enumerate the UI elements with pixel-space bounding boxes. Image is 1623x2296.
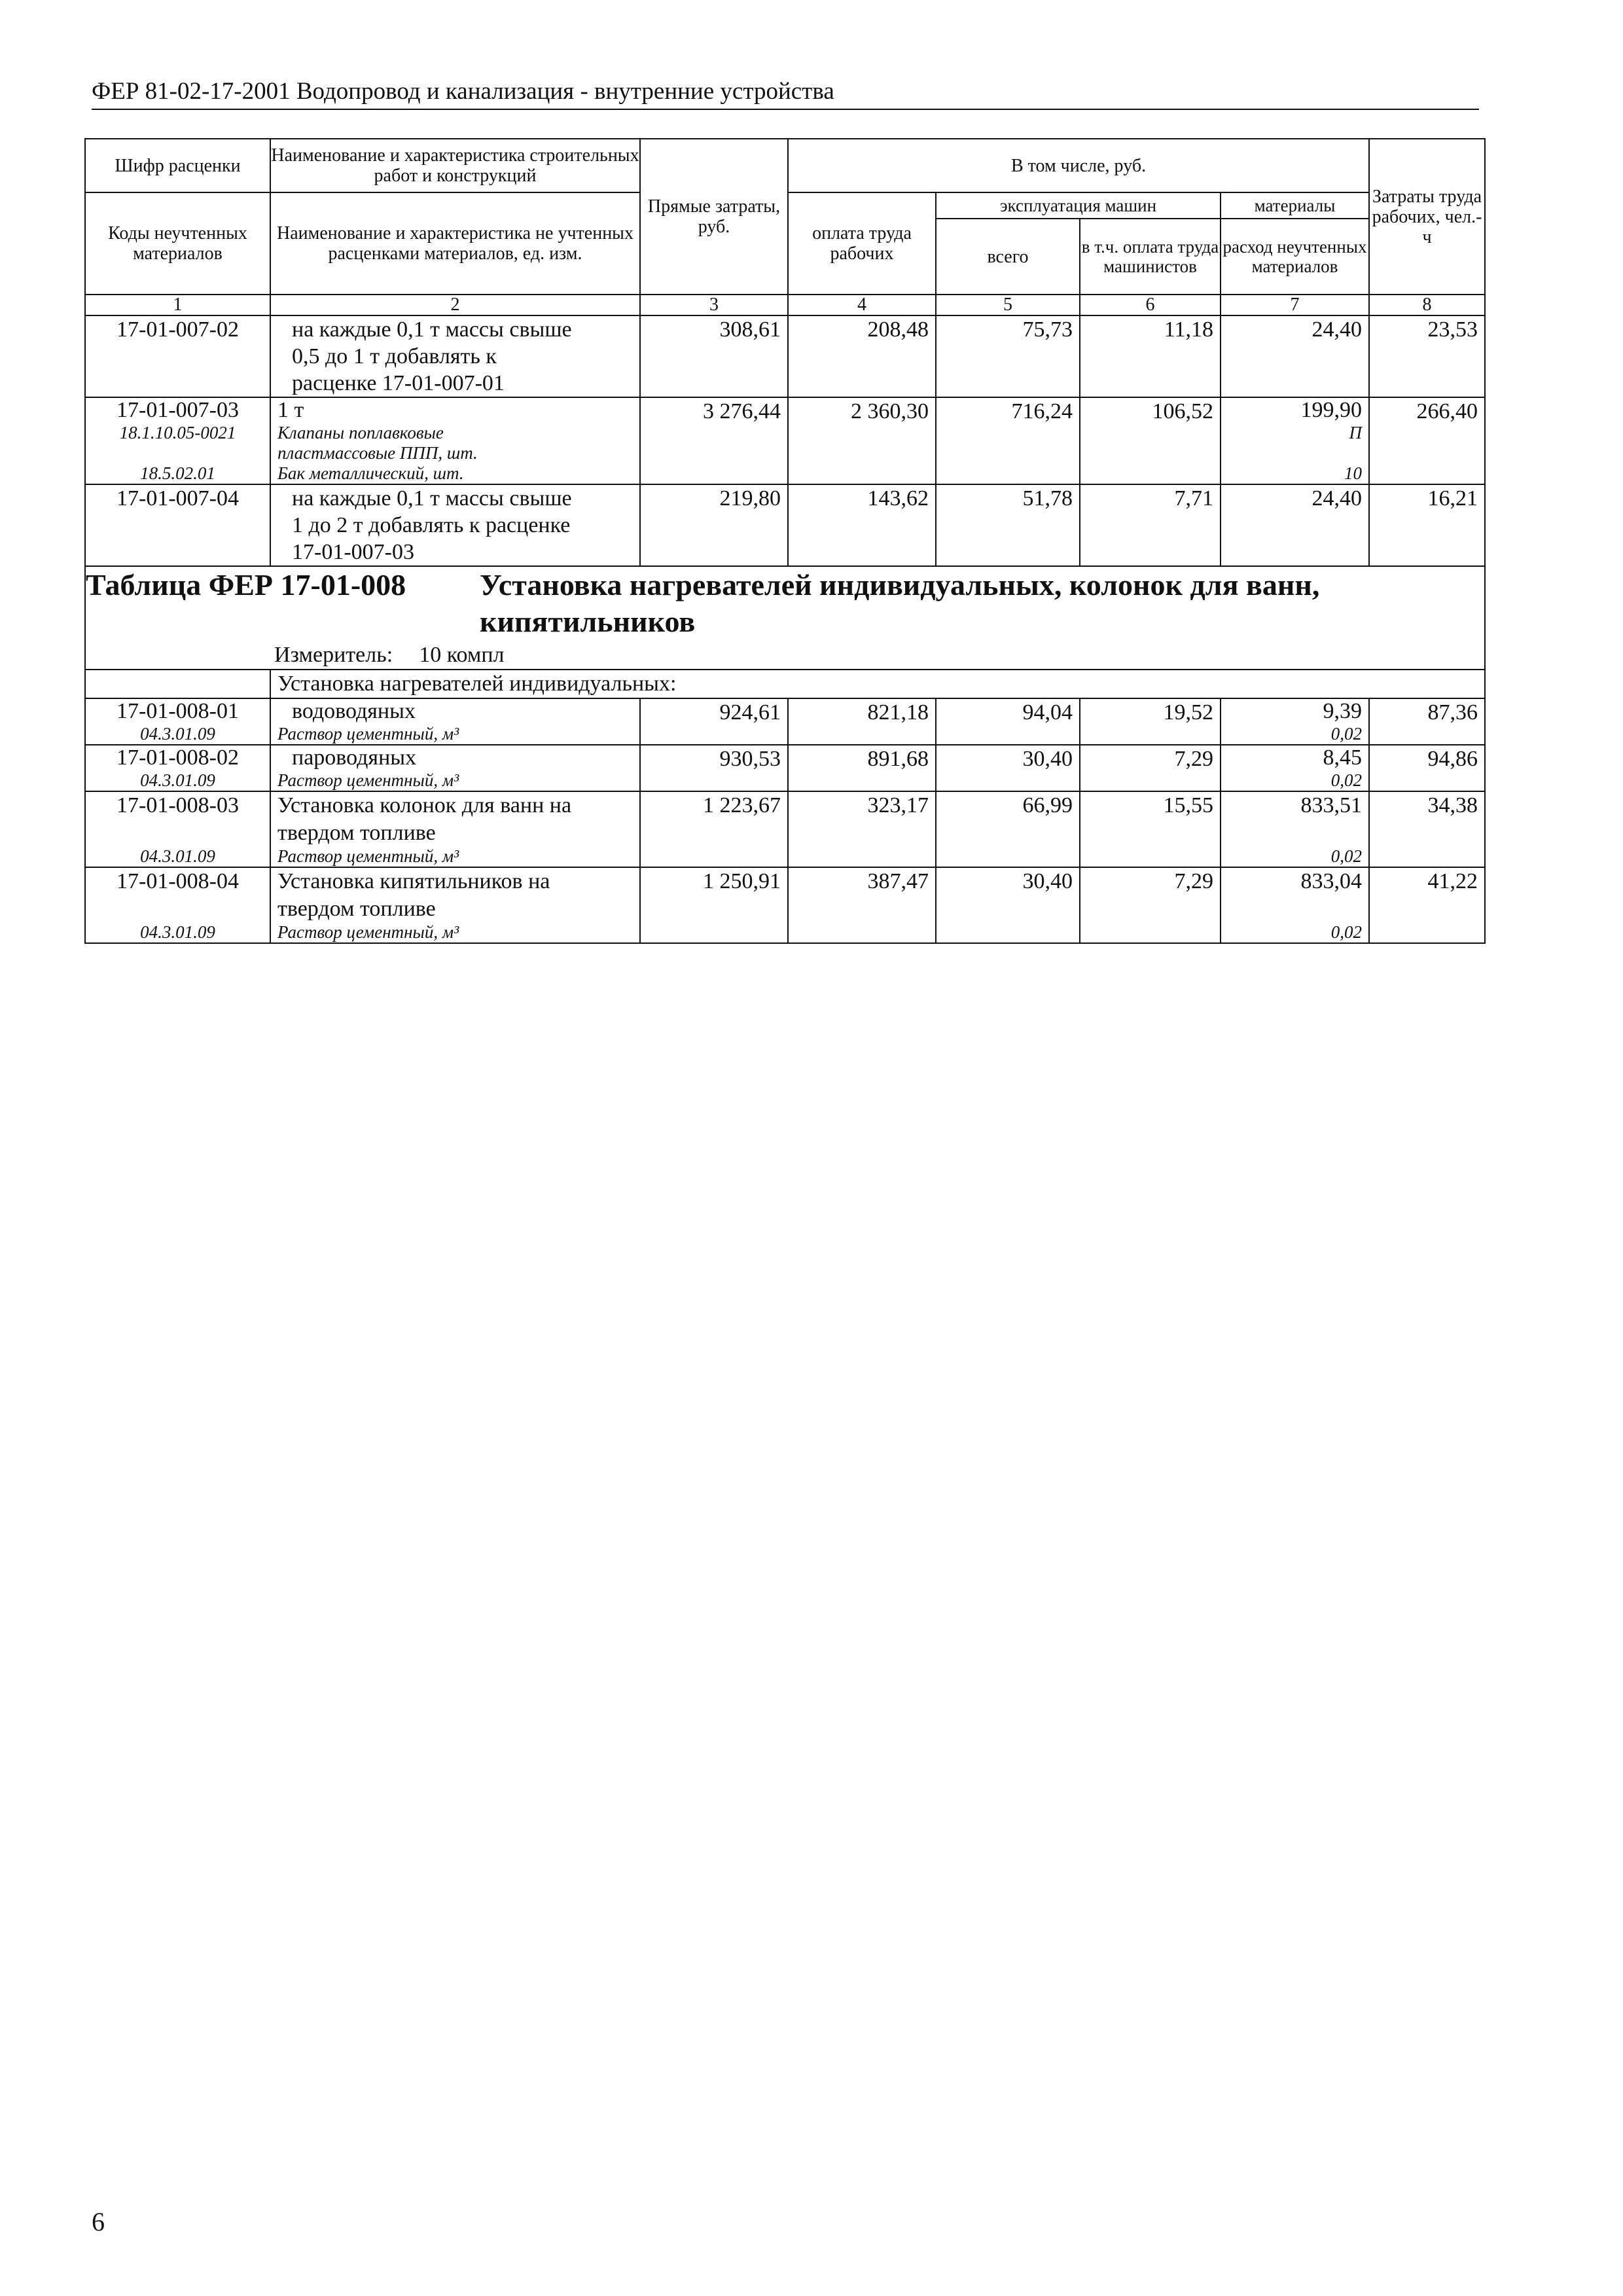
table-row xyxy=(85,698,1485,745)
material-code: 18.5.02.01 xyxy=(140,463,215,483)
material-quantity: 10 xyxy=(1344,463,1363,483)
rate-description xyxy=(270,484,640,566)
machines-total: 66,99 xyxy=(936,791,1080,867)
rate-code: 17-01-007-02 xyxy=(85,315,270,397)
material-quantity: 0,02 xyxy=(1330,724,1363,744)
labor-pay: 387,47 xyxy=(788,867,936,943)
description-line: Установка колонок для ванн на xyxy=(277,793,572,817)
rate-code: 17-01-007-04 xyxy=(85,484,270,566)
description-line: 17-01-007-03 xyxy=(292,540,414,564)
meter xyxy=(86,641,1484,669)
table-row xyxy=(85,867,1485,943)
materials-cost: 833,04 xyxy=(1300,869,1363,893)
materials-cost: 199,90 xyxy=(1300,398,1363,422)
material-code: 04.3.01.09 xyxy=(140,770,215,790)
header-machinists-pay-label: в т.ч. оплата труда машинистов xyxy=(1080,219,1221,295)
rate-code: 17-01-008-01 xyxy=(116,699,239,723)
rate-code-cell xyxy=(85,698,270,745)
column-number: 5 xyxy=(936,295,1080,315)
description-line: 0,5 до 1 т добавлять к xyxy=(292,344,497,368)
rate-code: 17-01-007-03 xyxy=(116,398,239,422)
material-code: 04.3.01.09 xyxy=(140,846,215,866)
material-name: Бак металлический, шт. xyxy=(277,463,464,483)
header-code-label: Шифр расценки xyxy=(85,139,270,192)
machines-total: 30,40 xyxy=(936,867,1080,943)
materials-cost: 24,40 xyxy=(1221,484,1369,566)
direct-costs: 930,53 xyxy=(640,745,788,791)
labor-pay: 2 360,30 xyxy=(788,397,936,484)
description-line: 1 до 2 т добавлять к расценке xyxy=(292,513,571,537)
materials-cell xyxy=(1221,791,1369,867)
description-line: твердом топливе xyxy=(277,821,436,845)
machinists-pay: 7,29 xyxy=(1080,745,1221,791)
material-code: 18.1.10.05-0021 xyxy=(119,423,236,442)
materials-cell xyxy=(1221,867,1369,943)
material-name: Раствор цементный, м³ xyxy=(277,922,459,942)
rate-code: 17-01-008-04 xyxy=(116,869,239,893)
table-row xyxy=(85,397,1485,484)
table-row xyxy=(85,484,1485,566)
rate-description xyxy=(270,315,640,397)
material-name: Раствор цементный, м³ xyxy=(277,724,459,744)
meter-label: Измеритель: xyxy=(274,643,393,667)
header-rule xyxy=(92,109,1479,110)
materials-cost: 8,45 xyxy=(1323,745,1363,770)
description-line: Установка кипятильников на xyxy=(277,869,550,893)
description-line: 1 т xyxy=(277,398,304,422)
machines-total: 30,40 xyxy=(936,745,1080,791)
machinists-pay: 15,55 xyxy=(1080,791,1221,867)
materials-cell xyxy=(1221,698,1369,745)
material-quantity: П xyxy=(1349,423,1363,442)
header-labor-pay-label: оплата труда рабочих xyxy=(788,192,936,295)
rates-table xyxy=(84,138,1486,944)
material-code: 04.3.01.09 xyxy=(140,724,215,744)
material-name: Клапаны поплавковые xyxy=(277,423,444,442)
material-code: 04.3.01.09 xyxy=(140,922,215,942)
machines-total: 94,04 xyxy=(936,698,1080,745)
rate-description xyxy=(270,867,640,943)
rate-code-cell xyxy=(85,867,270,943)
description-line: пароводяных xyxy=(292,745,417,770)
material-name: Раствор цементный, м³ xyxy=(277,846,459,866)
direct-costs: 1 250,91 xyxy=(640,867,788,943)
labor-hours: 23,53 xyxy=(1369,315,1485,397)
labor-pay: 821,18 xyxy=(788,698,936,745)
rate-code: 17-01-008-03 xyxy=(116,793,239,817)
machinists-pay: 19,52 xyxy=(1080,698,1221,745)
header-labor-hours-label: Затраты труда рабочих, чел.-ч xyxy=(1369,139,1485,295)
labor-hours: 41,22 xyxy=(1369,867,1485,943)
materials-cost: 9,39 xyxy=(1323,699,1363,723)
labor-hours: 34,38 xyxy=(1369,791,1485,867)
rate-description xyxy=(270,791,640,867)
section-row xyxy=(85,670,1485,698)
machines-total: 716,24 xyxy=(936,397,1080,484)
labor-hours: 16,21 xyxy=(1369,484,1485,566)
labor-pay: 323,17 xyxy=(788,791,936,867)
column-number: 1 xyxy=(85,295,270,315)
section-heading: Установка нагревателей индивидуальных: xyxy=(270,670,1485,698)
machines-total: 51,78 xyxy=(936,484,1080,566)
material-name: пластмассовые ППП, шт. xyxy=(277,443,478,463)
direct-costs: 3 276,44 xyxy=(640,397,788,484)
materials-cell xyxy=(1221,745,1369,791)
column-number: 4 xyxy=(788,295,936,315)
rate-code-cell xyxy=(85,397,270,484)
description-line: на каждые 0,1 т массы свыше xyxy=(292,486,572,511)
table-title-cell xyxy=(85,566,1485,670)
material-quantity: 0,02 xyxy=(1330,846,1363,866)
direct-costs: 308,61 xyxy=(640,315,788,397)
header-materials-label: материалы xyxy=(1221,192,1369,219)
materials-cost: 24,40 xyxy=(1221,315,1369,397)
rate-code-cell xyxy=(85,791,270,867)
machinists-pay: 106,52 xyxy=(1080,397,1221,484)
column-number: 8 xyxy=(1369,295,1485,315)
table-title: Установка нагревателей индивидуальных, колонок для ванн, кипятильников xyxy=(480,568,1320,638)
rate-code: 17-01-008-02 xyxy=(116,745,239,770)
table-row xyxy=(85,745,1485,791)
labor-hours: 266,40 xyxy=(1369,397,1485,484)
rate-code-cell xyxy=(85,745,270,791)
page-number: 6 xyxy=(92,2207,105,2236)
material-quantity: 0,02 xyxy=(1330,770,1363,790)
header-material-name-label: Наименование и характеристика не учтенных расценками материалов, ед. изм. xyxy=(270,192,640,295)
labor-pay: 891,68 xyxy=(788,745,936,791)
column-number: 3 xyxy=(640,295,788,315)
table-title-row xyxy=(85,566,1485,670)
page-header: ФЕР 81-02-17-2001 Водопровод и канализация - внутренние устройства xyxy=(92,78,834,105)
labor-pay: 143,62 xyxy=(788,484,936,566)
table-label: Таблица ФЕР 17-01-008 xyxy=(86,568,406,601)
materials-cell xyxy=(1221,397,1369,484)
direct-costs: 219,80 xyxy=(640,484,788,566)
meter-value: 10 компл xyxy=(419,643,505,667)
machinists-pay: 7,71 xyxy=(1080,484,1221,566)
labor-hours: 94,86 xyxy=(1369,745,1485,791)
machines-total: 75,73 xyxy=(936,315,1080,397)
labor-hours: 87,36 xyxy=(1369,698,1485,745)
machinists-pay: 7,29 xyxy=(1080,867,1221,943)
column-number: 6 xyxy=(1080,295,1221,315)
rate-description xyxy=(270,745,640,791)
header-direct-costs-label: Прямые затраты, руб. xyxy=(640,139,788,295)
header-machines-label: эксплуатация машин xyxy=(936,192,1221,219)
direct-costs: 924,61 xyxy=(640,698,788,745)
header-material-codes-label: Коды неучтенных материалов xyxy=(85,192,270,295)
material-quantity: 0,02 xyxy=(1330,922,1363,942)
materials-cost: 833,51 xyxy=(1300,793,1363,817)
direct-costs: 1 223,67 xyxy=(640,791,788,867)
labor-pay: 208,48 xyxy=(788,315,936,397)
table-row xyxy=(85,315,1485,397)
header-machines-total-label: всего xyxy=(936,219,1080,295)
description-line: твердом топливе xyxy=(277,897,436,921)
column-number: 2 xyxy=(270,295,640,315)
header-including-label: В том числе, руб. xyxy=(788,139,1369,192)
rate-description xyxy=(270,698,640,745)
rate-description xyxy=(270,397,640,484)
material-name: Раствор цементный, м³ xyxy=(277,770,459,790)
machinists-pay: 11,18 xyxy=(1080,315,1221,397)
description-line: водоводяных xyxy=(292,699,416,723)
header-materials-sub-label: расход неучтенных материалов xyxy=(1221,219,1369,295)
column-number: 7 xyxy=(1221,295,1369,315)
description-line: на каждые 0,1 т массы свыше xyxy=(292,317,572,342)
header-work-name-label: Наименование и характеристика строительных работ и конструкций xyxy=(270,139,640,192)
table-row xyxy=(85,791,1485,867)
description-line: расценке 17-01-007-01 xyxy=(292,371,505,395)
